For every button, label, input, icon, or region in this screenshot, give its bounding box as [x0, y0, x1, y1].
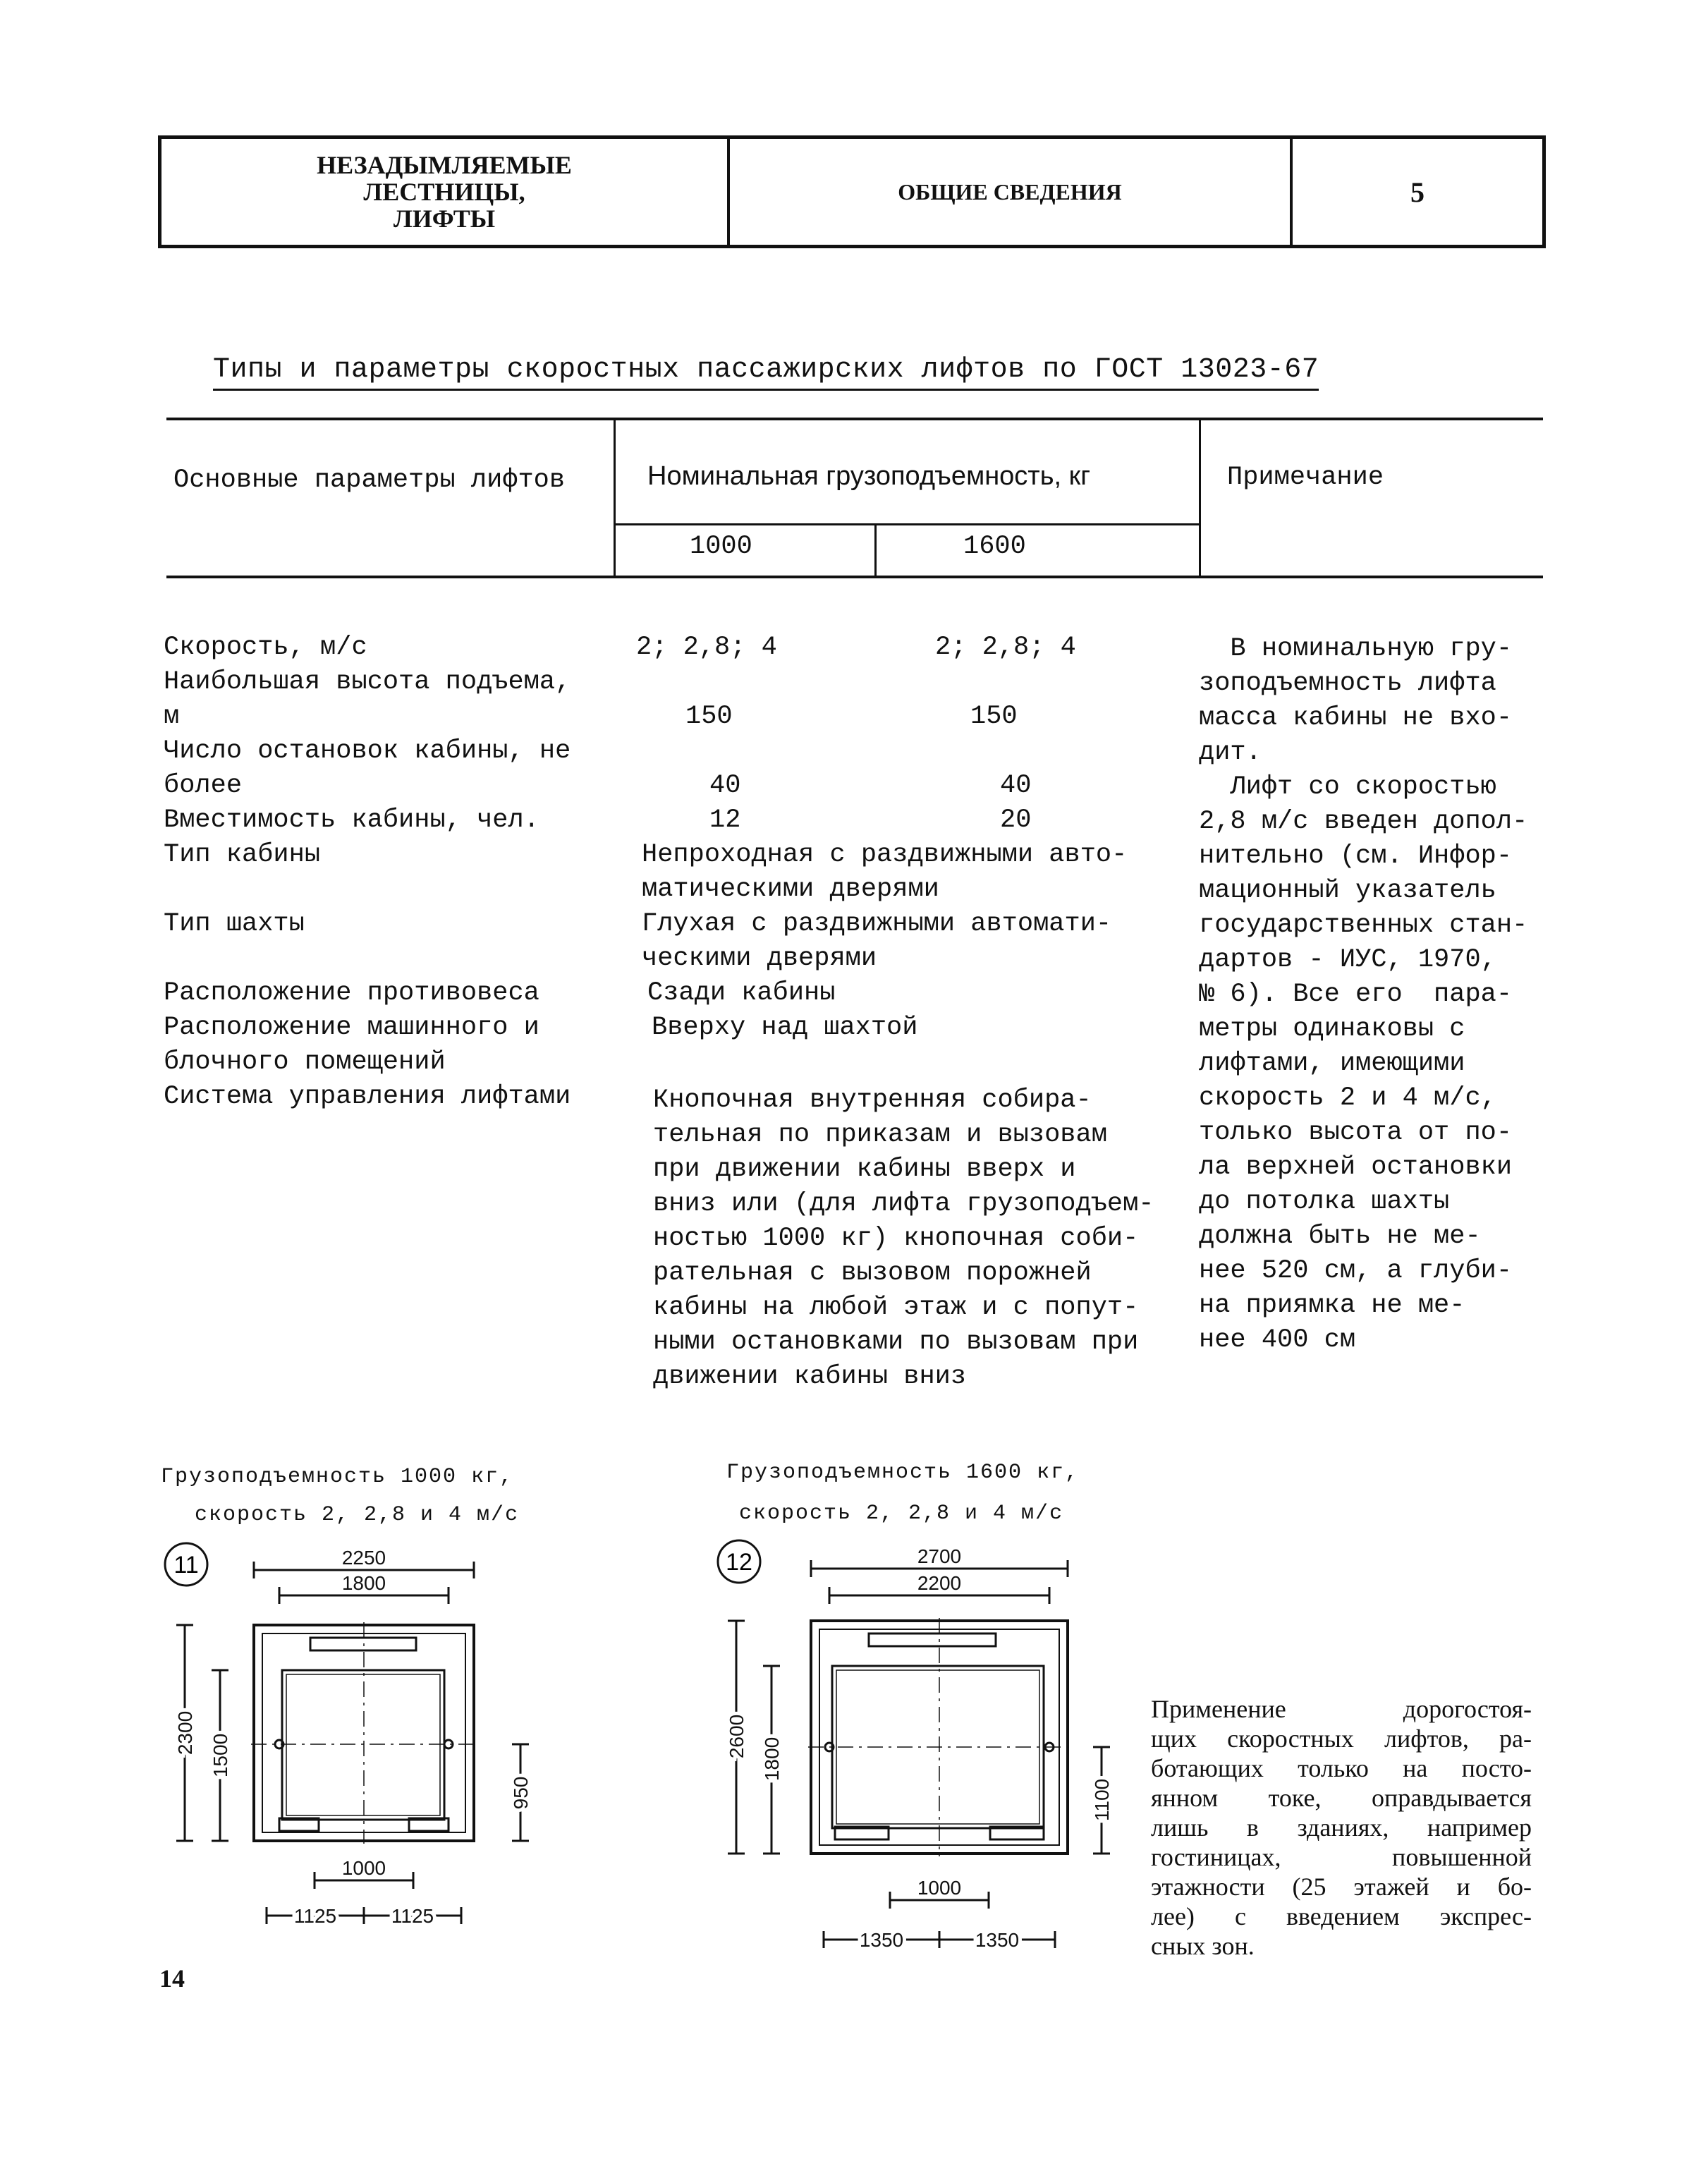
param-row: Тип кабины	[164, 840, 321, 870]
param-row: Расположение машинного и	[164, 1013, 539, 1042]
capacity-1600-header: 1600	[963, 532, 1026, 561]
header-number-text: 5	[1410, 176, 1425, 208]
plan-12-dim-right: 1100	[1091, 1778, 1113, 1822]
col-capacity-header: Номинальная грузоподъемность, кг	[647, 461, 1091, 491]
cabin-type	[642, 838, 1127, 907]
table-divider-2	[1199, 419, 1201, 577]
note-line: мационный указатель	[1199, 876, 1496, 906]
plan-11-dim-left-outer: 2300	[174, 1710, 196, 1756]
param-row	[164, 872, 571, 907]
note-line: государственных стан-	[1199, 911, 1528, 940]
application-note-line: гостиницах, повышенной	[1151, 1843, 1532, 1871]
plan-11-marker: 11	[173, 1552, 199, 1578]
control-line: движении кабины вниз	[653, 1362, 967, 1392]
plan-11-dim-bottom-right: 1125	[391, 1905, 434, 1927]
note-line: нее 520 см, а глуби-	[1199, 1256, 1513, 1286]
application-note-line: лишь в зданиях, например	[1151, 1813, 1532, 1842]
plan-12-caption-1: Грузоподъемность 1600 кг,	[726, 1461, 1080, 1485]
cabin-type-line: матическими дверями	[642, 875, 939, 904]
params-column	[164, 631, 571, 1114]
param-row: Наибольшая высота подъема,	[164, 667, 571, 697]
note-line: на приямка не ме-	[1199, 1291, 1465, 1320]
param-row: Расположение противовеса	[164, 978, 539, 1008]
height-1600: 150	[970, 702, 1018, 731]
height-1000: 150	[685, 702, 733, 731]
param-row: Тип шахты	[164, 909, 305, 939]
capacity-1000-header: 1000	[690, 532, 752, 561]
shaft-type-line: ческими дверями	[642, 944, 877, 973]
plan-11-dim-top-inner: 1800	[341, 1572, 386, 1594]
table-header-bottom-rule	[166, 576, 1543, 578]
header-topic-text: ОБЩИЕ СВЕДЕНИЯ	[898, 178, 1122, 205]
note-line: В номинальную гру-	[1199, 634, 1513, 664]
param-row: более	[164, 771, 243, 801]
header-topic	[730, 139, 1293, 245]
control-line: при движении кабины вверх и	[653, 1155, 1076, 1184]
plan-11-caption-1: Грузоподъемность 1000 кг,	[161, 1465, 514, 1489]
header-section	[161, 139, 730, 245]
plan-12-dim-door: 1000	[917, 1877, 962, 1899]
note-line: 2,8 м/с введен допол-	[1199, 807, 1528, 836]
header-number	[1293, 139, 1542, 245]
counterweight-value: Сзади кабины	[647, 978, 836, 1008]
shaft-type	[642, 907, 1111, 976]
people-1000: 12	[709, 805, 741, 835]
plan-11-dim-right: 950	[510, 1776, 532, 1810]
control-line: ными остановками по вызовам при	[653, 1327, 1139, 1357]
stops-1600: 40	[1000, 771, 1032, 801]
param-row: блочного помещений	[164, 1047, 446, 1077]
plan-12-caption-2: скорость 2, 2,8 и 4 м/с	[739, 1502, 1064, 1526]
note-line: метры одинаковы с	[1199, 1014, 1465, 1044]
speed-1000: 2; 2,8; 4	[636, 633, 777, 662]
note-line: ла верхней остановки	[1199, 1152, 1513, 1182]
table-divider-3	[874, 525, 877, 577]
plan-12-dim-bottom-right: 1350	[975, 1929, 1020, 1951]
plan-11-cabin-inner	[286, 1674, 440, 1815]
plan-11-caption-2: скорость 2, 2,8 и 4 м/с	[195, 1503, 520, 1527]
table-title: Типы и параметры скоростных пассажирских лифтов по ГОСТ 13023-67	[213, 354, 1319, 391]
application-note-line: сных зон.	[1151, 1932, 1255, 1960]
param-row: м	[164, 702, 180, 731]
control-line: кабины на любой этаж и с попут-	[653, 1293, 1139, 1322]
param-row	[164, 942, 571, 976]
param-row: Число остановок кабины, не	[164, 736, 571, 766]
param-row: Скорость, м/с	[164, 633, 367, 662]
param-row: Система управления лифтами	[164, 1082, 571, 1112]
param-row: Вместимость кабины, чел.	[164, 805, 539, 835]
note-line: дартов - ИУС, 1970,	[1199, 945, 1496, 975]
plan-11-counterweight	[310, 1638, 416, 1650]
application-note-line: этажности (25 этажей и бо-	[1151, 1873, 1532, 1901]
plan-12-dim-left-outer: 2600	[726, 1714, 748, 1759]
application-note-line: лее) с введением экспрес-	[1151, 1902, 1532, 1930]
note-line: № 6). Все его пара-	[1199, 980, 1513, 1009]
table-top-rule	[166, 418, 1543, 420]
note-line: зоподъемность лифта	[1199, 669, 1496, 698]
control-system	[653, 1083, 1154, 1394]
stops-1000: 40	[709, 771, 741, 801]
plan-12-dim-top-inner: 2200	[917, 1572, 962, 1594]
speed-1600: 2; 2,8; 4	[935, 633, 1076, 662]
shaft-type-line: Глухая с раздвижными автомати-	[642, 909, 1112, 939]
application-note-line: щих скоростных лифтов, ра-	[1151, 1724, 1532, 1753]
plan-11-dim-bottom-left: 1125	[293, 1905, 337, 1927]
plan-11-cabin	[282, 1670, 444, 1820]
machine-room-value: Вверху над шахтой	[652, 1013, 918, 1042]
control-line: Кнопочная внутренняя собира-	[653, 1085, 1092, 1115]
col-note-header: Примечание	[1227, 463, 1384, 492]
plan-11-dim-door: 1000	[341, 1857, 386, 1879]
note-line: нее 400 см	[1199, 1325, 1356, 1355]
control-line: рательная с вызовом порожней	[653, 1258, 1092, 1288]
note-column	[1199, 632, 1551, 1358]
note-line: Лифт со скоростью	[1199, 772, 1496, 802]
plan-12-marker: 12	[726, 1549, 752, 1576]
application-note-line: янном токе, оправдывается	[1151, 1784, 1532, 1812]
col-params-header: Основные параметры лифтов	[173, 466, 566, 495]
plan-12-dim-bottom-left: 1350	[859, 1929, 904, 1951]
control-line: ностью 1000 кг) кнопочная соби-	[653, 1224, 1139, 1253]
plan-11-drawing	[141, 1531, 536, 1947]
note-line: дит.	[1199, 738, 1262, 767]
plan-11-dim-top-outer: 2250	[341, 1547, 386, 1569]
table-divider-1	[614, 419, 616, 577]
application-note-line: ботающих только на посто-	[1151, 1754, 1532, 1782]
people-1600: 20	[1000, 805, 1032, 835]
note-line: лифтами, имеющими	[1199, 1049, 1465, 1078]
application-note	[1151, 1694, 1532, 1961]
plan-12-dim-top-outer: 2700	[917, 1545, 962, 1567]
note-line: масса кабины не вхо-	[1199, 703, 1513, 733]
note-line: только высота от по-	[1199, 1118, 1513, 1148]
plan-11-dim-left-inner: 1500	[209, 1733, 231, 1778]
application-note-line: Применение дорогостоя-	[1151, 1695, 1532, 1723]
page-number: 14	[159, 1964, 185, 1992]
plan-12-counterweight	[869, 1633, 996, 1646]
cabin-type-line: Непроходная с раздвижными авто-	[642, 840, 1128, 870]
plan-12-drawing	[705, 1531, 1142, 1968]
control-line: вниз или (для лифта грузоподъем-	[653, 1189, 1154, 1219]
note-line: скорость 2 и 4 м/с,	[1199, 1083, 1496, 1113]
note-line: должна быть не ме-	[1199, 1222, 1481, 1251]
note-line: нительно (см. Инфор-	[1199, 841, 1513, 871]
header-section-text: НЕЗАДЫМЛЯЕМЫЕ ЛЕСТНИЦЫ, ЛИФТЫ	[317, 151, 572, 233]
page-header	[158, 135, 1546, 248]
table-capacity-rule	[615, 523, 1200, 525]
note-line: до потолка шахты	[1199, 1187, 1450, 1217]
control-line: тельная по приказам и вызовам	[653, 1120, 1107, 1150]
plan-12-dim-left-inner: 1800	[761, 1736, 783, 1782]
